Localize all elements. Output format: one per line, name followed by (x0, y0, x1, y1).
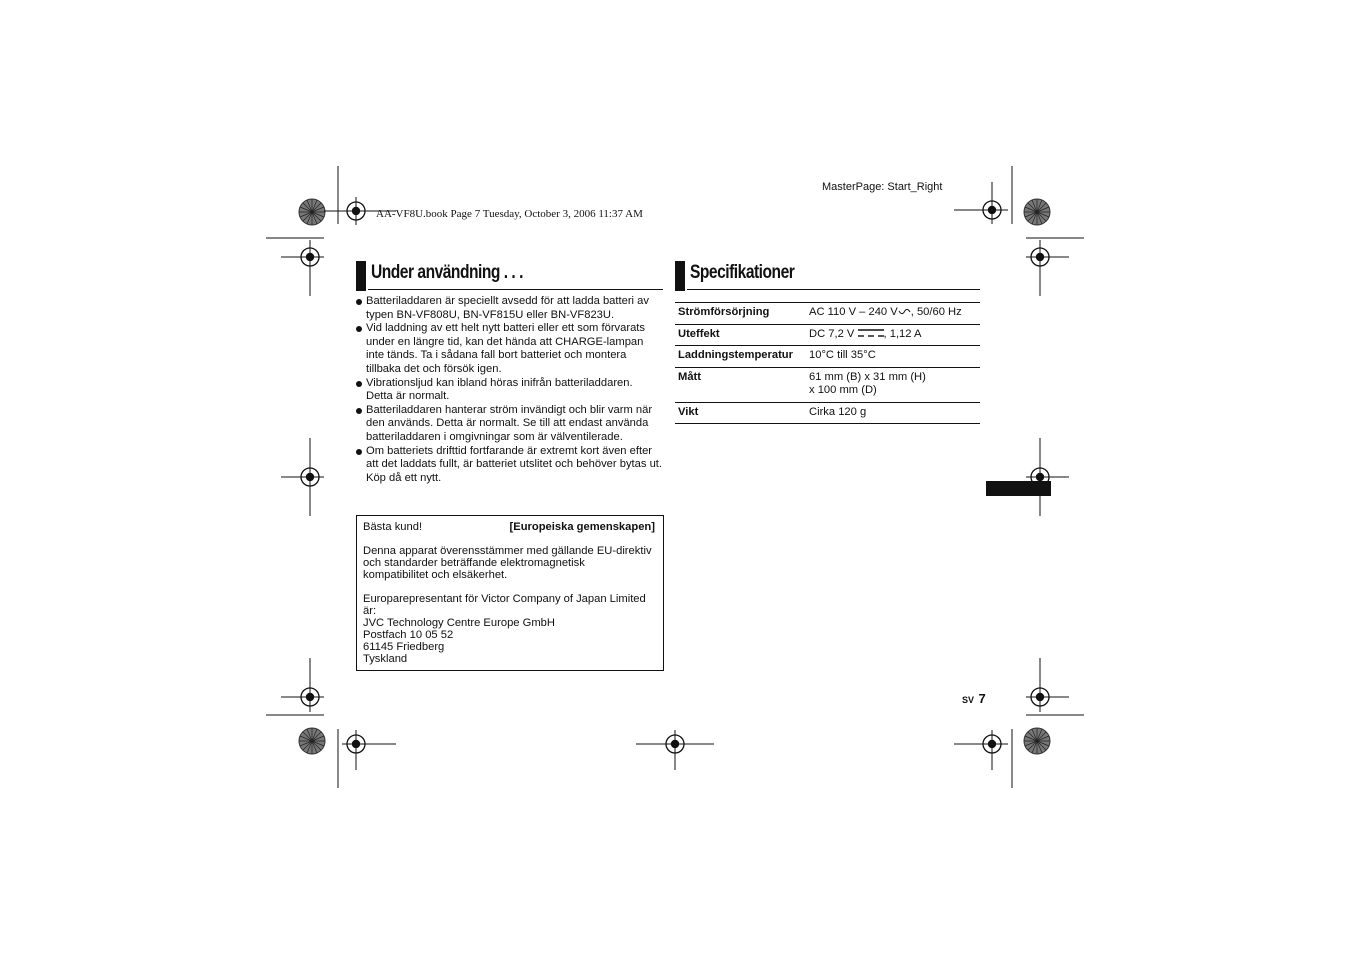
spec-value: 10°C till 35°C (806, 346, 980, 368)
page-number (962, 690, 986, 708)
rep-line: JVC Technology Centre Europe GmbH (363, 617, 555, 629)
rep-line: 61145 Friedberg (363, 641, 445, 653)
rep-line: Europarepresentant för Victor Company of Japan Limited är: (363, 593, 646, 617)
heading-text: Specifikationer (690, 262, 795, 283)
dc-symbol-icon (858, 328, 884, 338)
spec-value: AC 110 V – 240 V , 50/60 Hz (806, 303, 980, 325)
heading-text: Under användning . . . (371, 262, 523, 283)
table-row (675, 303, 980, 325)
spec-value: 61 mm (B) x 31 mm (H) x 100 mm (D) (806, 367, 980, 402)
spec-label: Mått (675, 367, 806, 402)
page-number-value: 7 (978, 691, 986, 706)
spec-label: Laddningstemperatur (675, 346, 806, 368)
eu-notice-box (356, 515, 664, 671)
bullet-icon (356, 326, 362, 332)
list-item: Vid laddning av ett helt nytt batteri eller ett som förvarats under en längre tid, kan det hända att CHARGE-lampan inte tänds. Ta i sådana fall bort batteriet och montera tillbaka det och försök igen. (356, 322, 662, 376)
spec-label: Strömförsörjning (675, 303, 806, 325)
section-heading-usage (356, 261, 663, 291)
bullet-icon (356, 408, 362, 414)
section-tab-marker (986, 481, 1051, 496)
spec-value: DC 7,2 V , 1,12 A (806, 324, 980, 346)
usage-bullet-list (356, 295, 662, 485)
spec-table (675, 302, 980, 424)
section-heading-specs (675, 261, 981, 291)
rep-line: Tyskland (363, 653, 408, 665)
table-row (675, 367, 980, 402)
list-item: Vibrationsljud kan ibland höras inifrån batteriladdaren. Detta är normalt. (356, 377, 662, 404)
heading-bar (356, 261, 366, 291)
heading-rule (368, 289, 663, 290)
table-row (675, 402, 980, 424)
eu-representative (363, 593, 653, 665)
eu-greeting: Bästa kund! (363, 521, 423, 533)
ac-wave-icon (898, 307, 911, 316)
heading-rule (687, 289, 980, 290)
list-item: Batteriladdaren hanterar ström invändigt och blir varm när den används. Detta är normalt. Se till att endast använda batteriladdaren i omgivningar som är välventilerade. (356, 404, 662, 445)
spec-label: Uteffekt (675, 324, 806, 346)
eu-paragraph: Denna apparat överensstämmer med gällande EU-direktiv och standarder beträffande elektromagnetisk kompatibilitet och elsäkerhet. (363, 545, 652, 581)
book-info-line: AA-VF8U.book Page 7 Tuesday, October 3, 2006 11:37 AM (376, 208, 643, 220)
spec-label: Vikt (675, 402, 806, 424)
eu-label: [Europeiska gemenskapen] (509, 521, 655, 533)
table-row (675, 346, 980, 368)
list-item: Batteriladdaren är speciellt avsedd för att ladda batteri av typen BN-VF808U, BN-VF815U eller BN-VF823U. (356, 295, 662, 322)
bullet-icon (356, 299, 362, 305)
list-item: Om batteriets drifttid fortfarande är extremt kort även efter att det laddats fullt, är batteriet utslitet och behöver bytas ut. Köp då ett nytt. (356, 445, 662, 486)
heading-bar (675, 261, 685, 291)
language-code: SV (962, 695, 975, 705)
rep-line: Postfach 10 05 52 (363, 629, 454, 641)
spec-value: Cirka 120 g (806, 402, 980, 424)
bullet-icon (356, 381, 362, 387)
bullet-icon (356, 449, 362, 455)
table-row (675, 324, 980, 346)
master-page-label: MasterPage: Start_Right (822, 181, 943, 193)
